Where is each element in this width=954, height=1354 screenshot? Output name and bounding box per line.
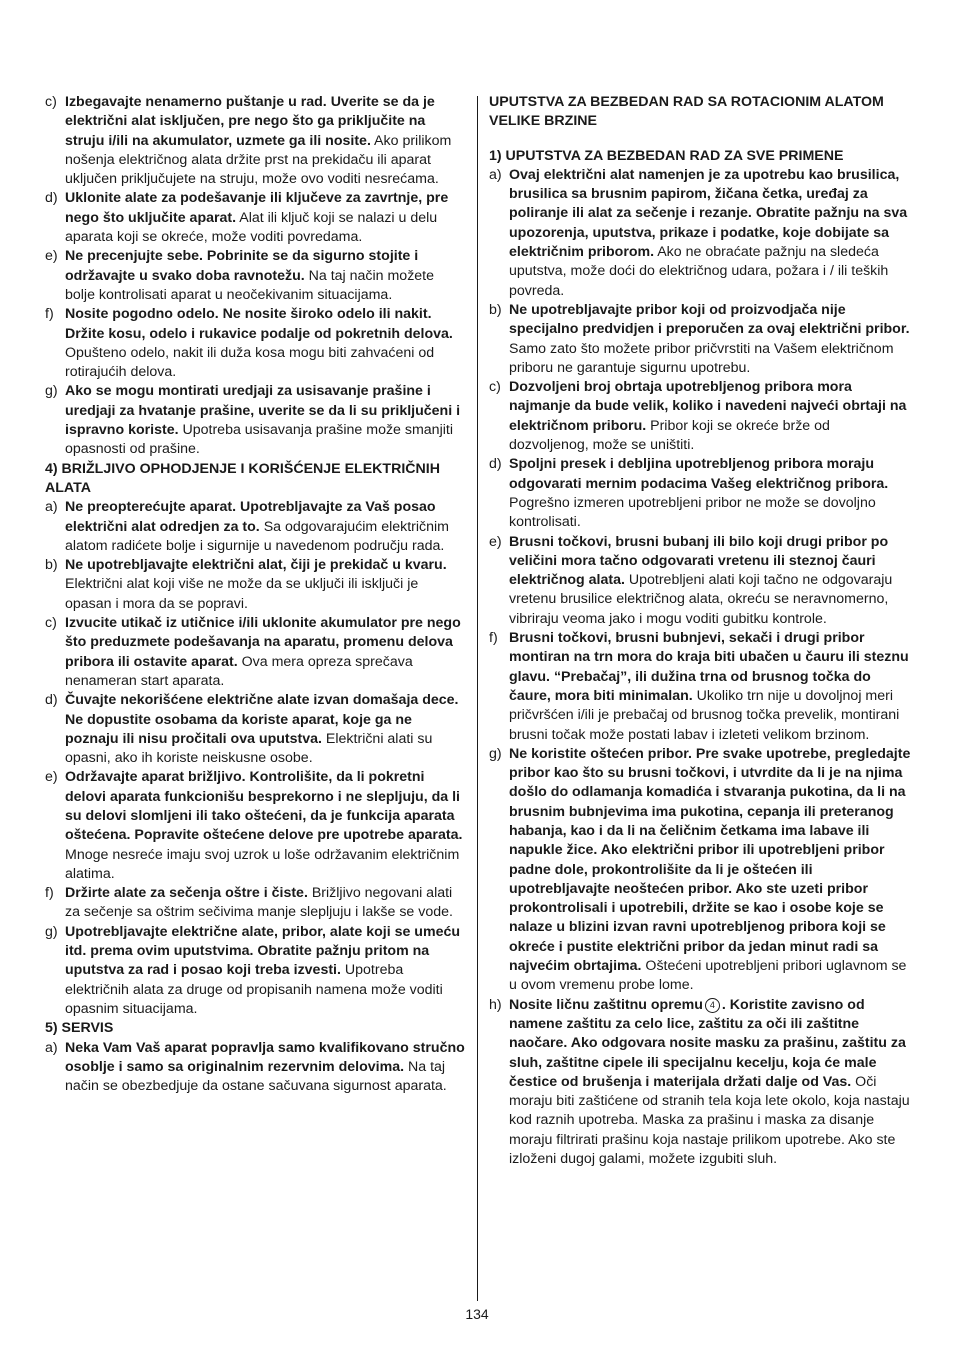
item-letter: g) xyxy=(45,923,58,940)
item-bold-text: Ne preopterećujte aparat. Upotrebljavajte za Vaš posao električni alat odredjen za to. xyxy=(65,499,436,535)
circled-number-icon: 4 xyxy=(705,998,720,1013)
list-item xyxy=(45,247,467,305)
item-bold-text: Ovaj električni alat namenjen je za upotrebu kao brusilica, brusilica sa brusnim papirom, žičana četka, uređaj za poliranje ili alat za sečenje i rezanje. Obratite pažnju na sva upozorenja, uputstva, prikaze i podatke, koje dobijate sa električnim priborom. xyxy=(509,166,908,261)
item-bold-text: Čuvajte nekorišćene električne alate izvan domašaja dece. Ne dopustite osobama da koriste aparat, koje ga ne poznaju ili nisu pročitali ova uputstva. xyxy=(65,692,459,747)
item-text: Ukoliko trn nije u dovoljnoj meri pričvršćen i/ili je prebačaj od brusnog točka prevelik, montirani brusni točak može postati labav i izleteti velikom brzinom. xyxy=(509,687,900,743)
list-item xyxy=(45,884,467,923)
section-heading: 5) SERVIS xyxy=(45,1020,114,1037)
list-item xyxy=(489,378,913,455)
item-bold-text: Ne upotrebljavajte pribor koji od proizvodjača nije specijalno predvidjen i preporučen za ovaj električni pribor. xyxy=(509,301,910,338)
item-text: Upotreba usisavanja prašine može smanjiti opasnosti od prašine. xyxy=(65,422,453,458)
right-column xyxy=(489,93,913,1169)
item-text: Električni alati su opasni, ako ih koriste neiskusne osobe. xyxy=(65,730,433,767)
list-item xyxy=(489,745,913,996)
item-letter: d) xyxy=(489,456,502,473)
column-divider xyxy=(477,96,478,1301)
item-text: Brižljivo negovani alati za sečenje sa oštrim sečivima manje slepljuju i lakše se vode. xyxy=(65,885,453,921)
item-letter: f) xyxy=(45,306,54,323)
item-bold-text: Ako se mogu montirati uredjaji za usisavanje prašine i uredjaji za hvatanje prašine, uverite se da li su priključeni i ispravno koriste. xyxy=(65,383,461,439)
item-bold-text: . Koristite zavisno od namene zaštitu za celo lice, zaštitu za oči ili zaštitne naočare. Ako odgovara nosite masku za prašinu, zaštitu za sluh, zaštitne cipele ili specijalnu kecelju, koja će male čestice od brušenja i materijala držati dalje od Vas. xyxy=(509,996,906,1090)
list-item xyxy=(489,301,913,378)
item-letter: g) xyxy=(489,745,502,762)
list-item xyxy=(45,768,467,884)
item-text: Pribor koji se okreće brže od dozvoljenog, može se uništiti. xyxy=(509,417,830,454)
item-bold-text: Uklonite alate za podešavanje ili ključeve za zavrtnje, pre nego što uključite aparat. xyxy=(65,190,449,226)
item-letter: d) xyxy=(45,692,58,709)
item-text: Mnoge nesreće imaju svoj uzrok u loše održavanim električnim alatima. xyxy=(65,846,460,882)
item-text: Ako ne obraćate pažnju na sledeća uputstva, može doći do električnog udara, požara i / ili teških povreda. xyxy=(509,244,889,299)
list-item xyxy=(489,166,913,301)
item-text: Samo zato što možete pribor pričvrstiti na Vašem električnom priboru ne garantuje sigurnu upotrebu. xyxy=(509,340,894,376)
item-bold-text: Spoljni presek i debljina upotrebljenog pribora moraju odgovarati mernim podacima Vašeg električnog pribora. xyxy=(509,456,889,492)
item-text: Opušteno odelo, nakit ili duža kosa mogu biti zahvaćeni od rotirajućih delova. xyxy=(65,344,435,381)
section-heading: 1) UPUTSTVA ZA BEZBEDAN RAD ZA SVE PRIMENE xyxy=(489,147,844,164)
item-bold-text: Ne precenjujte sebe. Pobrinite se da sigurno stojite i održavajte u svako doba ravnotežu. xyxy=(65,248,419,284)
item-text: Upotrebljeni alati koji tačno ne odgovaraju vretenu brusilice električnog alata, okreću se neravnomerno, vibriraju veoma jako i mogu voditi gubitku kontrole. xyxy=(509,572,893,627)
item-bold-text: Upotrebljavajte električne alate, pribor, alate koji se umeću itd. prema ovim uputstvima. Obratite pažnju pritom na uputstva za rad i posao koji treba izvesti. xyxy=(65,923,461,979)
list-item xyxy=(45,93,467,189)
left-column xyxy=(45,93,467,1096)
item-text: Alat ili ključ koji se nalazi u delu aparata koji se okreće, može voditi povredama. xyxy=(65,209,438,246)
list-item xyxy=(45,691,467,768)
list-item xyxy=(45,614,467,691)
section-heading: 4) BRIŽLJIVO OPHODJENJE I KORIŠĆENJE ELEKTRIČNIH ALATA xyxy=(45,460,440,496)
list-item xyxy=(45,498,467,556)
item-letter: a) xyxy=(45,499,58,516)
item-text: Na taj način se obezbedjuje da ostane sačuvana sigurnost aparata. xyxy=(65,1058,447,1095)
list-item xyxy=(489,455,913,532)
item-bold-text: Držirte alate za sečenja oštre i čiste. xyxy=(65,885,308,902)
item-text: Na taj način možete bolje kontrolisati aparat u neočekivanim situacijama. xyxy=(65,267,435,303)
spacer xyxy=(489,132,913,147)
list-item xyxy=(45,556,467,614)
list-item xyxy=(45,923,467,1019)
item-letter: a) xyxy=(45,1039,58,1056)
item-text: Pogrešno izmeren upotrebljeni pribor ne može se dovoljno kontrolisati. xyxy=(509,494,876,531)
item-letter: e) xyxy=(45,248,58,265)
item-letter: f) xyxy=(45,885,54,902)
item-letter: c) xyxy=(45,94,57,110)
item-text: Oči moraju biti zaštićene od stranih tela koja lete okolo, koja nastaju kod raznih upotreba. Maska za prašinu i maska za disanje moraju filtrirati prašinu koja nastaje prilikom upotrebe. Ako ste izloženi dugoj galami, možete izgubiti sluh. xyxy=(509,1073,910,1168)
item-letter: a) xyxy=(489,166,502,183)
item-text: Ako prilikom nošenja električnog alata držite prst na prekidaču ili aparat uključen priključujete na struju, može ovo voditi nesrećama. xyxy=(65,132,452,188)
item-bold-text: Nosite pogodno odelo. Ne nosite široko odelo ili nakit. Držite kosu, odelo i rukavice podalje od pokretnih delova. xyxy=(65,306,453,342)
list-item xyxy=(45,189,467,247)
item-bold-text: Brusni točkovi, brusni bubnjevi, sekači i drugi pribor montiran na trn mora do kraja biti ubačen u čauru ili steznu glavu. “Prebačaj”, ili dužina trna od brusnog točka do čaure, mora biti minimalan. xyxy=(509,630,909,704)
item-text: Ova mera opreza sprečava nenameran start aparata. xyxy=(65,653,413,689)
item-letter: e) xyxy=(489,533,502,550)
item-letter: b) xyxy=(45,557,58,574)
list-item xyxy=(489,996,913,1170)
item-letter: b) xyxy=(489,301,502,318)
list-item xyxy=(45,305,467,382)
list-item xyxy=(489,533,913,629)
item-bold-text: Održavajte aparat brižljivo. Kontrolišite, da li pokretni delovi aparata funkcionišu besprekorno i ne slepljuju, da li su delovi slomljeni ili tako oštećeni, da je funkcija aparata oštećena. Popravite oštećene delove pre upotrebe aparata. xyxy=(65,769,463,844)
item-letter: f) xyxy=(489,630,498,647)
item-letter: h) xyxy=(489,996,502,1013)
item-bold-text: Izvucite utikač iz utičnice i/ili uklonite akumulator pre nego što preduzmete podešavanja na aparatu, promenu delova pribora ili ostavite aparat. xyxy=(65,615,461,670)
item-letter: g) xyxy=(45,383,58,400)
item-bold-text: Neka Vam Vaš aparat popravlja samo kvalifikovano stručno osoblje i samo sa originalnim rezervnim delovima. xyxy=(65,1039,465,1075)
item-bold-text: Izbegavajte nenamerno puštanje u rad. Uverite se da je električni alat isključen, pre nego što ga priključite na struju i/ili na akumulator, uzmete ga ili nosite. xyxy=(65,94,435,149)
list-item xyxy=(489,629,913,745)
item-letter: c) xyxy=(489,379,501,396)
item-text: Oštećeni upotrebljeni pribori uglavnom se u ovom vremenu probe lome. xyxy=(509,958,907,994)
item-bold-text: Ne koristite oštećen pribor. Pre svake upotrebe, pregledajte pribor kao što su brusni točkovi, i utvrdite da li je na njima došlo do odlamanja komadića i stvaranja pukotina, da li na brusnim bubnjevima ima pukotina, cepanja ili preteranog habanja, kao i da li na čeličnim četkama ima labave ili napukle žice. Ako električni pribor ili upotrebljeni pribor padne dole, prokontrolišite da li je oštećen ili upotrebljavajte neoštećen pribor. Ako ste uzeti pribor prokontrolisali i upotrebili, držite se kao i osobe koje se nalaze u blizini izvan ravni upotrebljenog pribora koji se okreće i pustite električni pribor da jedan minut radi sa najvećim obrtajima. xyxy=(509,745,911,975)
page-number: 134 xyxy=(465,1306,489,1322)
item-bold-text: Ne upotrebljavajte električni alat, čiji je prekidač u kvaru. xyxy=(65,557,447,574)
item-letter: c) xyxy=(45,615,57,632)
item-text: Upotreba električnih alata za druge od propisanih namena može voditi opasnim situacijama. xyxy=(65,962,443,1017)
item-text: Električni alat koji više ne može da se uključi ili isključi je opasan i mora da se popravi. xyxy=(65,576,419,612)
item-bold-text: Nosite ličnu zaštitnu opremu xyxy=(509,996,703,1013)
item-letter: d) xyxy=(45,190,58,207)
item-bold-text: Dozvoljeni broj obrtaja upotrebljenog pribora mora najmanje da bude velik, koliko i navedeni najveći obrtaji na električnom priboru. xyxy=(509,379,907,434)
section-heading: UPUTSTVA ZA BEZBEDAN RAD SA ROTACIONIM ALATOM VELIKE BRZINE xyxy=(489,94,884,130)
item-letter: e) xyxy=(45,769,58,786)
list-item xyxy=(45,1039,467,1097)
list-item xyxy=(45,382,467,459)
item-bold-text: Brusni točkovi, brusni bubanj ili bilo koji drugi pribor po veličini mora tačno odgovarati vretenu ili steznoj čauri električnog alata. xyxy=(509,533,889,589)
item-text: Sa odgovarajućim električnim alatom radićete bolje i sigurnije u navedenom području rada. xyxy=(65,518,449,554)
